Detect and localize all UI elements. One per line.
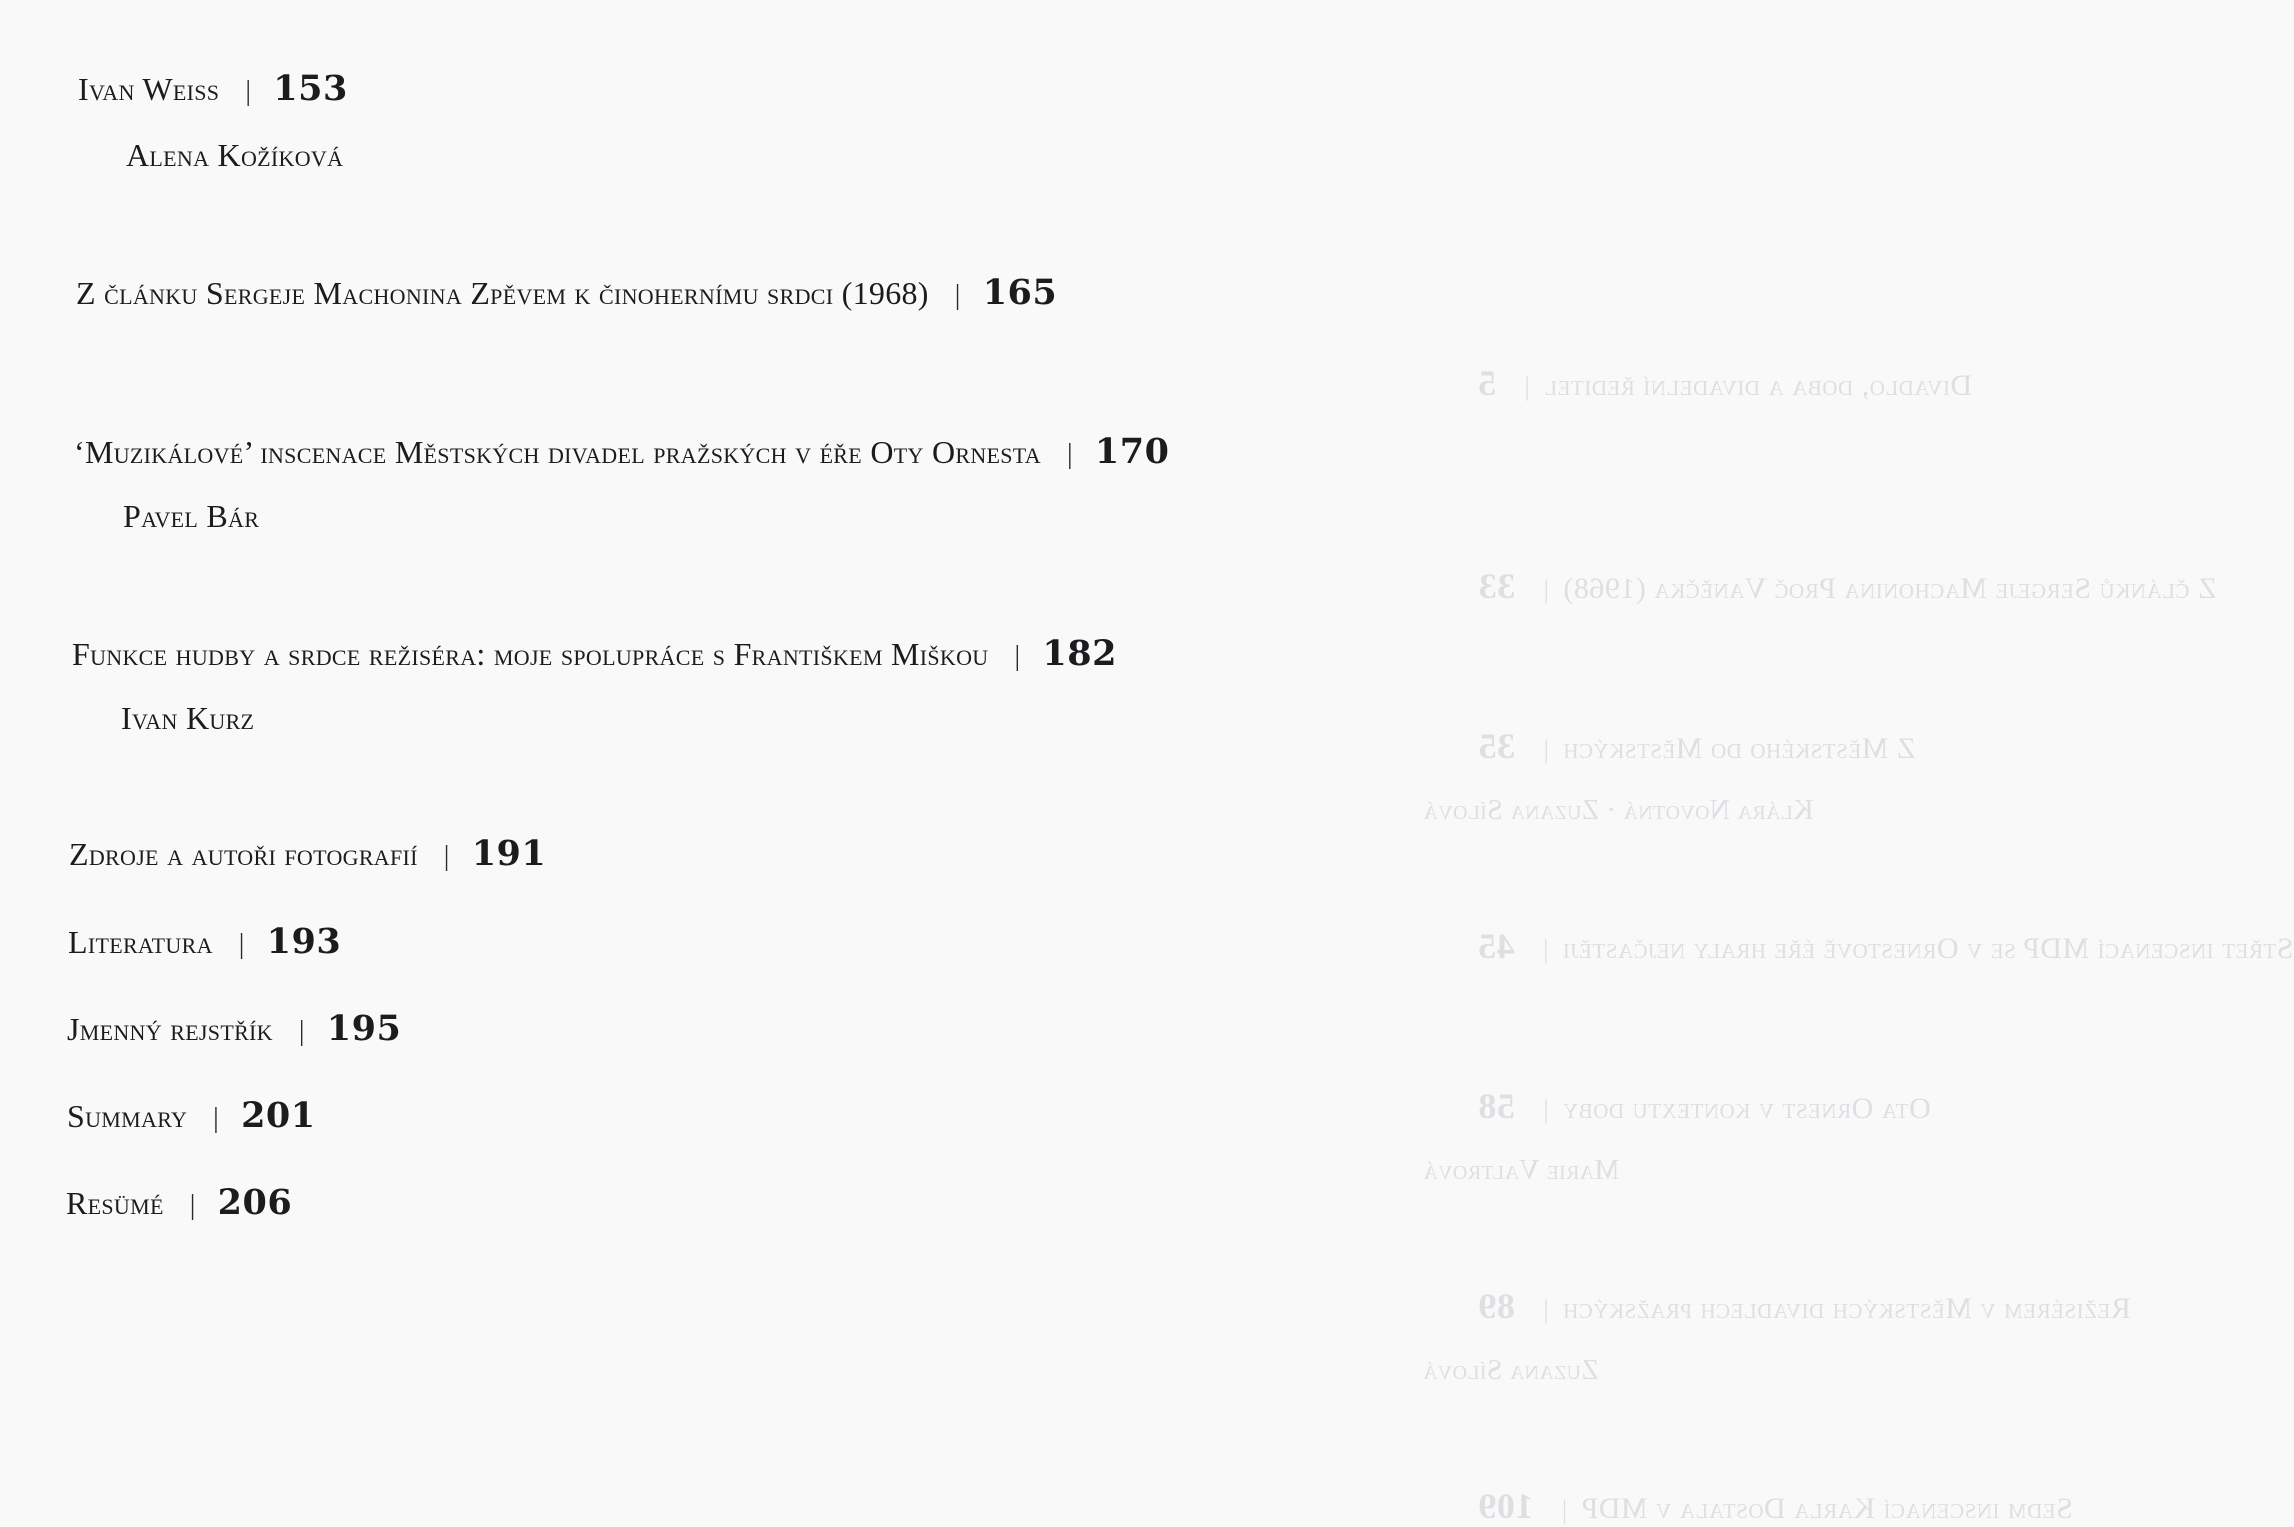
toc-page-number: 170 xyxy=(1094,431,1170,472)
toc-entry-title: Resümé xyxy=(66,1185,164,1221)
show-through-text: Marie Valtrová xyxy=(1423,1155,1620,1186)
toc-entry-title: Z článku Sergeje Machonina Zpěvem k činohernímu srdci (1968) xyxy=(76,275,929,311)
toc-page-number: 206 xyxy=(217,1182,293,1223)
toc-page-number: 195 xyxy=(326,1008,402,1049)
separator: | xyxy=(245,76,252,107)
toc-entry-title: Jmenný rejstřík xyxy=(67,1011,273,1047)
show-through-text: Divadlo, doba a divadelní ředitel|5 xyxy=(1478,363,1973,403)
toc-entry[interactable] xyxy=(67,1008,401,1049)
separator: | xyxy=(954,280,961,311)
separator: | xyxy=(298,1016,305,1047)
toc-entry[interactable] xyxy=(66,1182,292,1223)
toc-page-number: 153 xyxy=(273,68,348,109)
separator: | xyxy=(1014,641,1021,672)
toc-entry[interactable] xyxy=(67,1095,316,1136)
toc-entry-title: ‘Muzikálové’ inscenace Městských divadel pražských v éře Oty Ornesta xyxy=(74,434,1041,470)
show-through-text: Střet inscenací MDP se v Ornestově éře hraly nejčastěji|45 xyxy=(1478,926,2294,966)
separator: | xyxy=(443,841,450,872)
toc-entry-title: Funkce hudby a srdce režiséra: moje spolupráce s Františkem Miškou xyxy=(72,636,989,672)
show-through-text: Ota Ornest v kontextu doby|58 xyxy=(1478,1086,1931,1126)
toc-page-number: 165 xyxy=(982,272,1058,313)
toc-entry[interactable] xyxy=(72,633,1117,674)
toc-entry-author: Alena Kožíková xyxy=(126,137,344,173)
toc-entry-title: Ivan Weiss xyxy=(78,71,220,107)
toc-entry[interactable] xyxy=(68,921,341,962)
toc-entry-title: Zdroje a autoři fotografií xyxy=(69,836,418,872)
toc-entry-title: Summary xyxy=(67,1098,188,1134)
toc-entry[interactable] xyxy=(69,833,546,874)
show-through-text: Z článků Sergeje Machonina Proč Vaněčka (1968)|33 xyxy=(1478,566,2217,606)
toc-page-number: 191 xyxy=(471,833,547,874)
toc-entry-author: Ivan Kurz xyxy=(121,700,255,736)
toc-page-number: 182 xyxy=(1042,633,1117,674)
show-through-text: Klára Novotná · Zuzana Sílová xyxy=(1423,795,1814,826)
toc-entry-title: Literatura xyxy=(68,924,213,960)
separator: | xyxy=(213,1103,220,1134)
toc-page-number: 201 xyxy=(241,1095,316,1136)
toc-page-number: 193 xyxy=(266,921,342,962)
separator: | xyxy=(189,1190,196,1221)
toc-entry[interactable] xyxy=(74,431,1169,472)
show-through-text: Režisérem v Městských divadlech pražských|89 xyxy=(1478,1286,2131,1326)
separator: | xyxy=(238,929,245,960)
separator: | xyxy=(1066,439,1073,470)
show-through-text: Zuzana Sílová xyxy=(1423,1355,1599,1386)
toc-entry-author: Pavel Bár xyxy=(123,498,260,534)
toc-entry[interactable] xyxy=(78,68,348,109)
show-through-text: Z Městského do Městských|35 xyxy=(1478,726,1916,766)
toc-entry[interactable] xyxy=(76,272,1057,313)
show-through-text: Sedm inscenací Karla Dostala v MDP|109 xyxy=(1478,1486,2073,1526)
